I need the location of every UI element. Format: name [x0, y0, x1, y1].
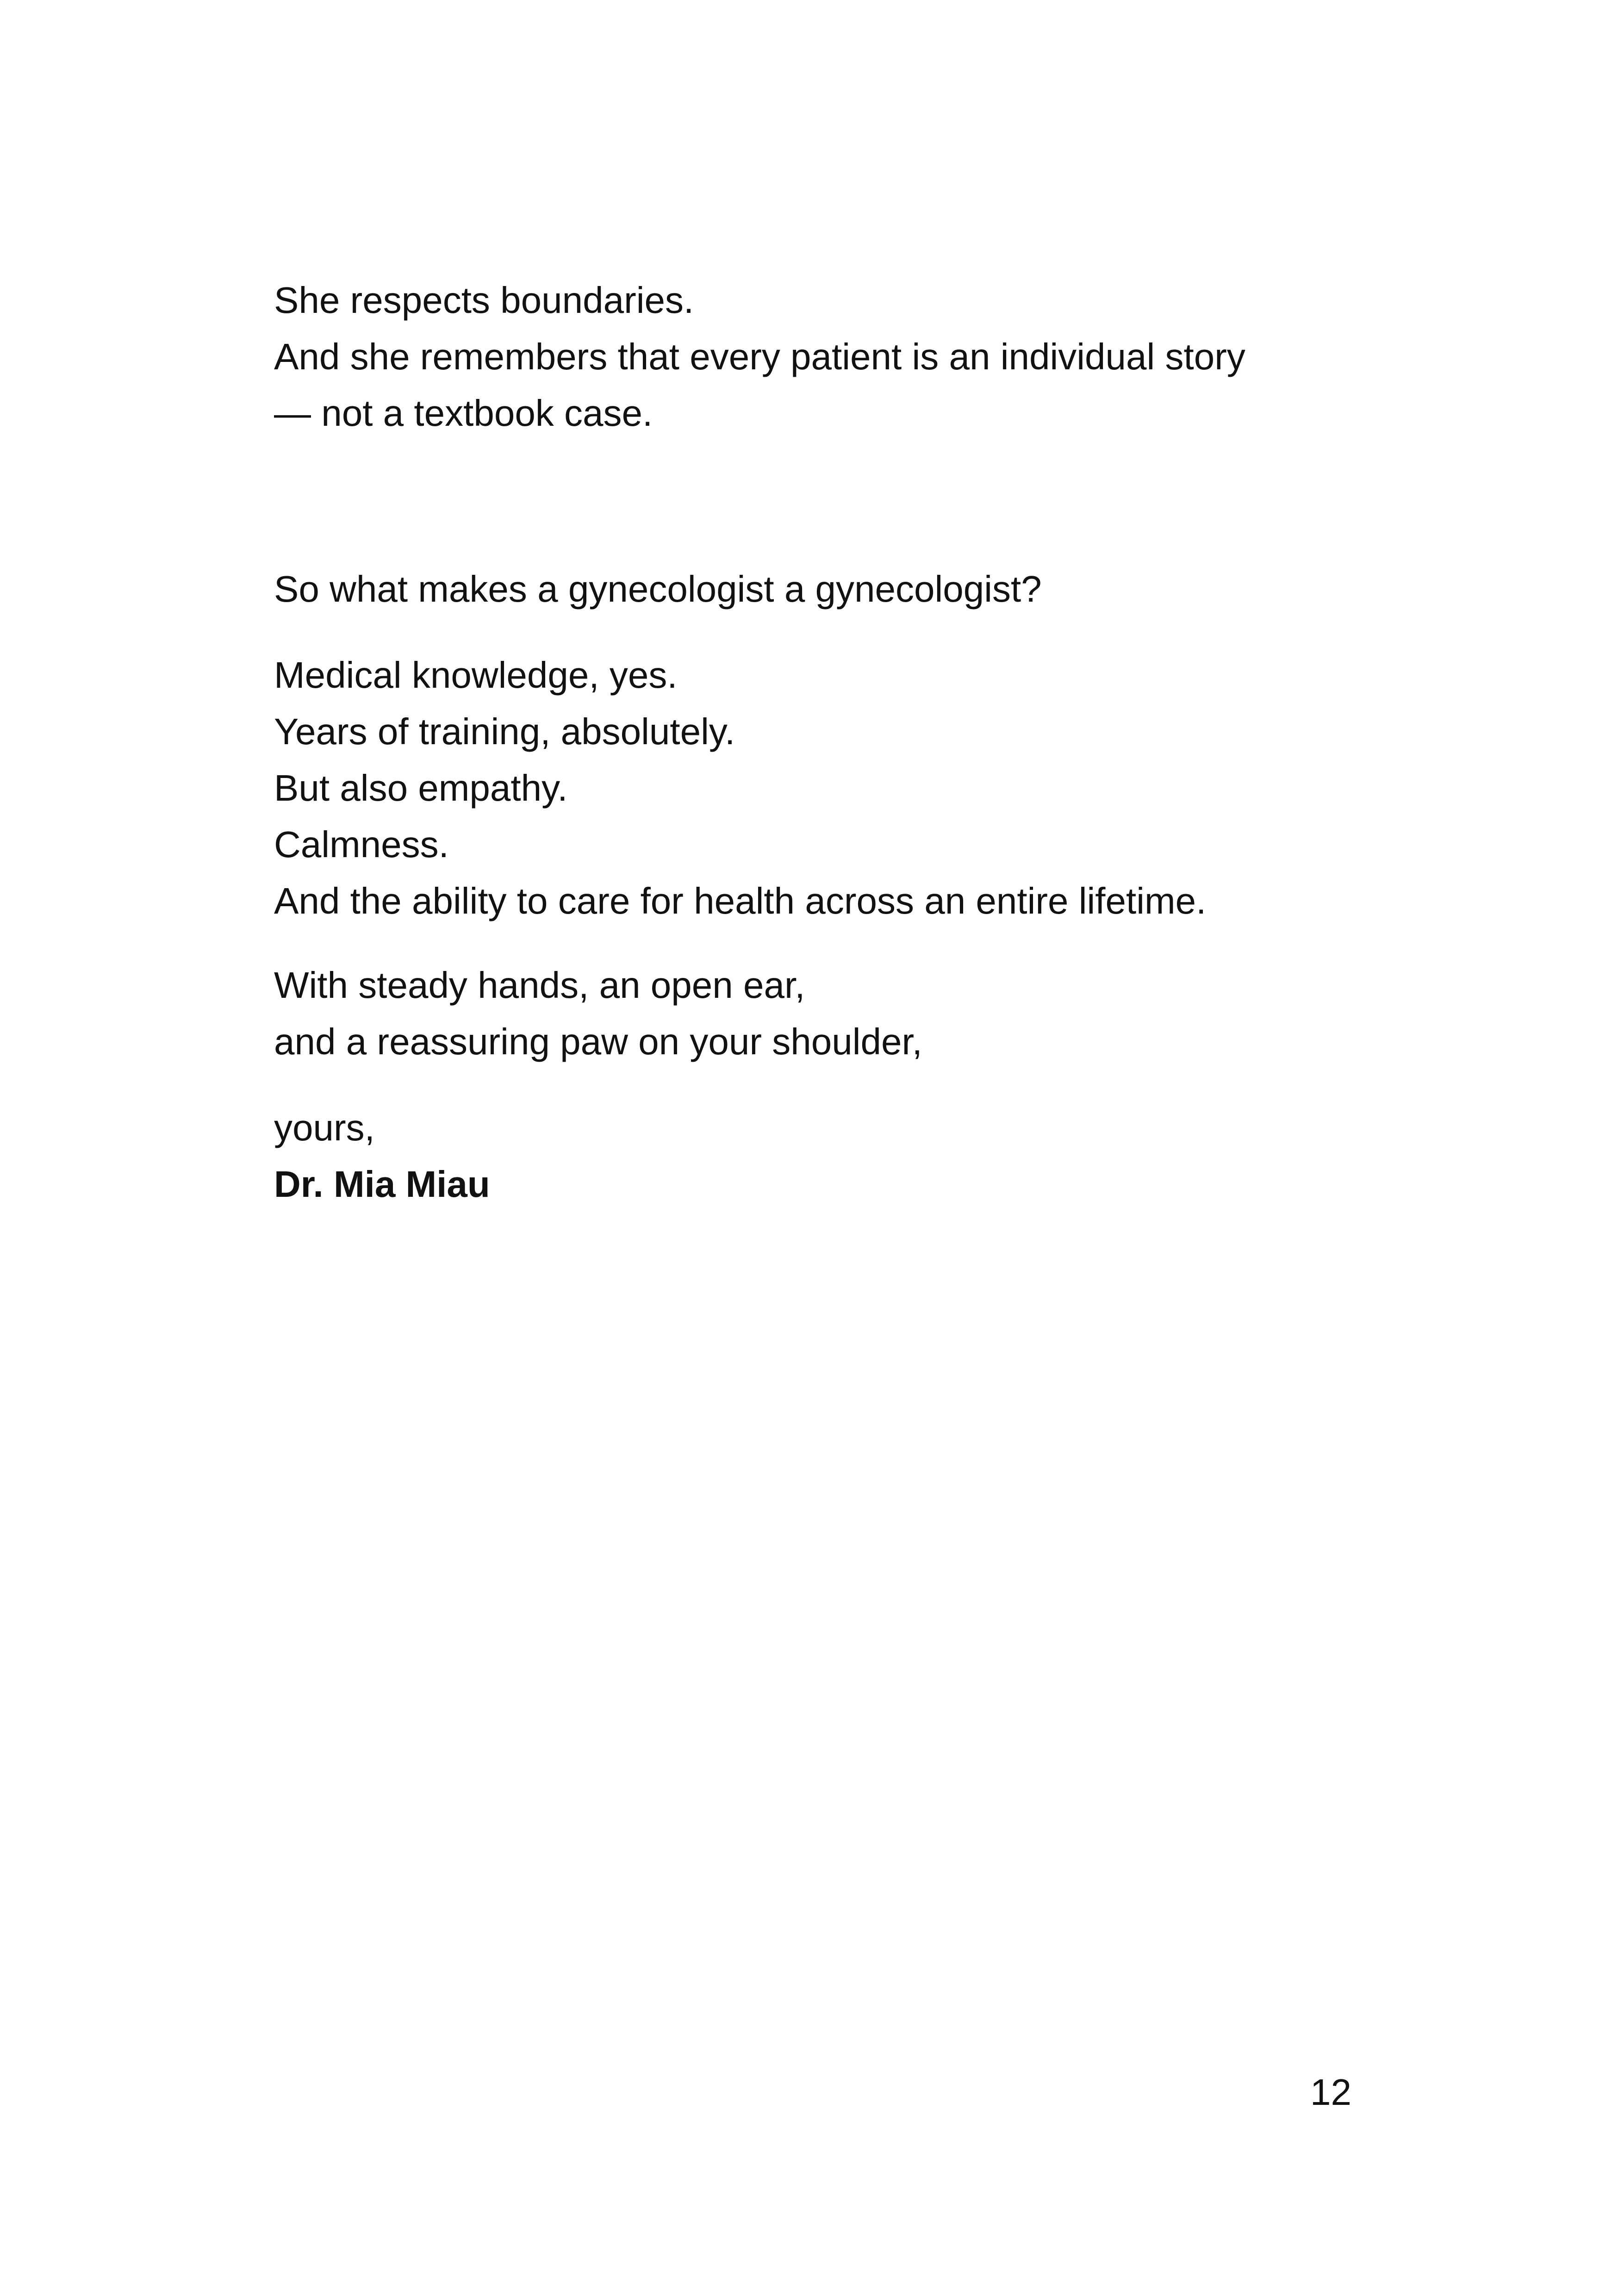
- text-line: — not a textbook case.: [274, 392, 653, 434]
- text-line: With steady hands, an open ear,: [274, 964, 805, 1006]
- question-paragraph: [274, 561, 1042, 617]
- question-line: So what makes a gynecologist a gynecologist?: [274, 568, 1042, 610]
- text-line: Medical knowledge, yes.: [274, 654, 678, 696]
- salutation: yours,: [274, 1107, 375, 1148]
- text-line: Calmness.: [274, 824, 449, 865]
- qualities-paragraph: [274, 647, 1206, 929]
- text-line: She respects boundaries.: [274, 280, 694, 321]
- sign-off: [274, 1100, 490, 1213]
- text-line: But also empathy.: [274, 767, 568, 809]
- text-line: and a reassuring paw on your shoulder,: [274, 1021, 922, 1062]
- boundaries-paragraph: [274, 272, 1245, 442]
- closing-paragraph: [274, 957, 922, 1070]
- signature-name: Dr. Mia Miau: [274, 1164, 490, 1205]
- text-line: Years of training, absolutely.: [274, 711, 735, 752]
- text-line: And the ability to care for health across an entire lifetime.: [274, 880, 1207, 921]
- text-line: And she remembers that every patient is an individual story: [274, 336, 1245, 377]
- page-number: 12: [1310, 2072, 1351, 2113]
